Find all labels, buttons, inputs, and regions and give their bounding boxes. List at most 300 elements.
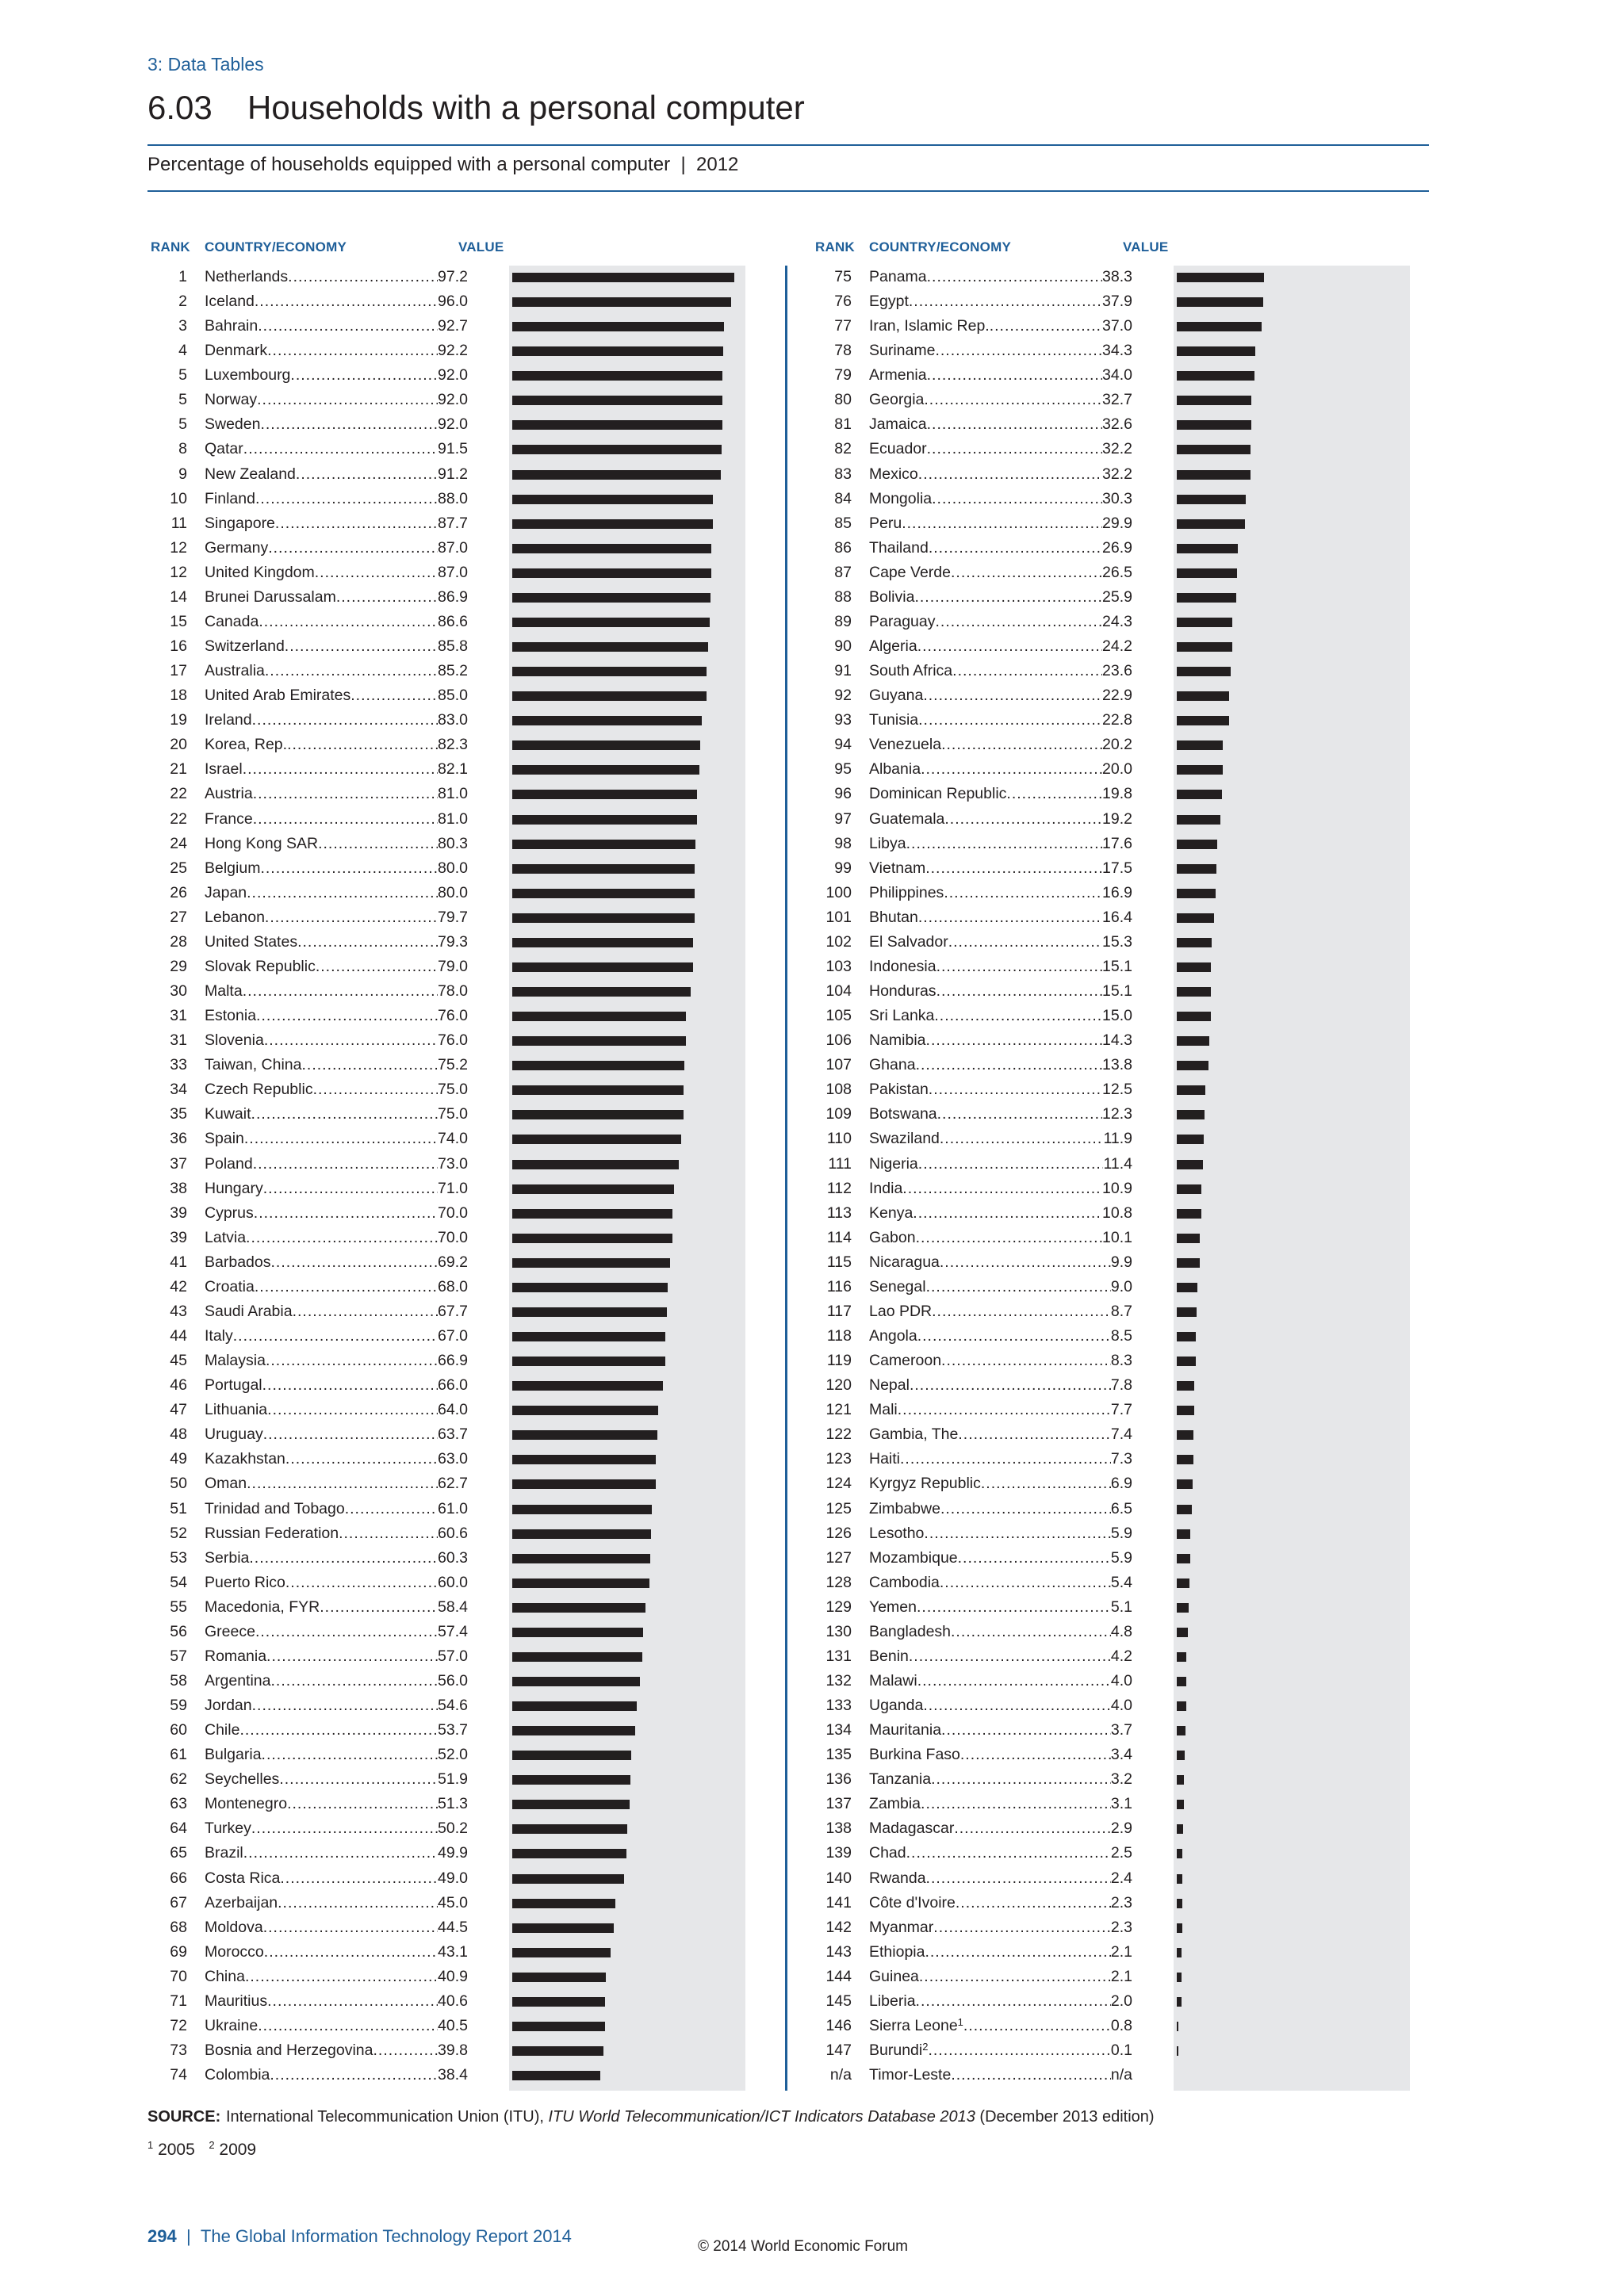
table-row: [147, 1989, 481, 2014]
country-value-cell: [869, 979, 1132, 1004]
table-row: [147, 979, 481, 1004]
table-row: [147, 1743, 481, 1767]
country-value-cell: [205, 683, 468, 708]
table-row: [147, 733, 481, 757]
value-bar: [512, 396, 722, 405]
value-bar: [512, 1751, 631, 1760]
rank-cell: 4: [178, 342, 187, 360]
value-cell: 54.6: [438, 1697, 468, 1715]
country-name: Guinea: [869, 1967, 919, 1985]
rank-cell: 124: [825, 1475, 852, 1493]
value-cell: 92.2: [438, 342, 468, 360]
leader-dots: [951, 2063, 1111, 2087]
leader-dots: [268, 536, 438, 561]
country-value-cell: [869, 1398, 1132, 1422]
value-cell: 57.0: [438, 1647, 468, 1665]
leader-dots: [318, 832, 438, 856]
value-cell: 88.0: [438, 489, 468, 507]
rank-cell: 131: [825, 1647, 852, 1665]
leader-dots: [264, 1028, 438, 1053]
rank-cell: 108: [825, 1081, 852, 1099]
leader-dots: [926, 1275, 1111, 1299]
rank-cell: 11: [170, 514, 187, 532]
leader-dots: [958, 1546, 1111, 1571]
table-row: [812, 1571, 1145, 1595]
country-value-cell: [869, 634, 1132, 659]
country-value-cell: [869, 1644, 1132, 1669]
table-row: [812, 979, 1145, 1004]
value-bar: [1177, 1209, 1201, 1219]
value-cell: 9.9: [1110, 1253, 1132, 1271]
country-name: Poland: [205, 1154, 253, 1173]
country-value-cell: [869, 265, 1132, 289]
value-cell: 8.3: [1110, 1352, 1132, 1370]
leader-dots: [243, 437, 438, 461]
country-name: Denmark: [205, 342, 268, 360]
value-cell: 85.0: [438, 687, 468, 705]
value-cell: 15.1: [1102, 957, 1132, 975]
value-bar: [512, 593, 710, 603]
leader-dots: [255, 1620, 438, 1644]
value-bar: [1177, 1578, 1189, 1588]
country-name: Indonesia: [869, 957, 936, 975]
value-bar: [1177, 1677, 1186, 1686]
leader-dots: [336, 585, 438, 610]
rank-cell: 134: [825, 1721, 852, 1739]
country-name: Ecuador: [869, 440, 927, 458]
value-bar: [1177, 445, 1251, 454]
leader-dots: [278, 1891, 438, 1915]
country-name: Tunisia: [869, 711, 919, 729]
table-row: [147, 1866, 481, 1891]
country-name: Czech Republic: [205, 1081, 313, 1099]
country-name: Oman: [205, 1475, 247, 1493]
table-row: [812, 536, 1145, 561]
rank-cell: 17: [170, 662, 187, 680]
country-value-cell: [205, 561, 468, 585]
table-row: [147, 412, 481, 437]
rank-cell: 81: [834, 415, 852, 434]
value-cell: 23.6: [1102, 662, 1132, 680]
value-cell: 3.4: [1110, 1746, 1132, 1764]
value-bar: [512, 1652, 642, 1662]
rank-cell: 99: [834, 859, 852, 877]
value-bar: [1177, 1110, 1205, 1119]
value-cell: 10.8: [1102, 1203, 1132, 1222]
rank-cell: 47: [170, 1401, 187, 1419]
country-name: Mexico: [869, 465, 918, 483]
country-name: Malta: [205, 982, 243, 1001]
country-value-cell: [869, 2063, 1132, 2087]
value-bar: [512, 1505, 652, 1514]
value-bar: [1177, 765, 1223, 775]
value-bar: [1177, 1529, 1190, 1539]
value-cell: 92.0: [438, 415, 468, 434]
leader-dots: [266, 1349, 438, 1373]
country-name: Suriname: [869, 342, 936, 360]
value-bar: [1177, 913, 1214, 923]
country-name: Liberia: [869, 1992, 916, 2010]
country-value-cell: [205, 1275, 468, 1299]
table-row: [812, 708, 1145, 733]
rank-cell: 39: [170, 1203, 187, 1222]
country-value-cell: [869, 881, 1132, 905]
rank-cell: 54: [170, 1573, 187, 1591]
country-value-cell: [869, 683, 1132, 708]
leader-dots: [251, 1102, 439, 1127]
value-bar: [1177, 1332, 1196, 1341]
table-row: [812, 1373, 1145, 1398]
country-name: Colombia: [205, 2066, 270, 2084]
value-cell: 24.2: [1102, 637, 1132, 656]
value-cell: 7.4: [1110, 1425, 1132, 1444]
country-value-cell: [205, 1447, 468, 1471]
country-value-cell: [205, 856, 468, 881]
country-value-cell: [869, 1546, 1132, 1571]
table-row: [147, 1792, 481, 1816]
leader-dots: [243, 757, 438, 782]
country-name: Botswana: [869, 1105, 937, 1123]
table-row: [812, 1940, 1145, 1965]
value-bar: [512, 1381, 663, 1391]
country-name: Germany: [205, 538, 269, 557]
leader-dots: [301, 1053, 438, 1077]
value-bar: [512, 495, 713, 504]
country-name: Senegal: [869, 1277, 926, 1295]
leader-dots: [919, 1965, 1111, 1989]
value-cell: 2.3: [1110, 1918, 1132, 1936]
rank-cell: 96: [834, 785, 852, 803]
country-value-cell: [205, 1177, 468, 1201]
country-name: Mongolia: [869, 489, 933, 507]
country-name: United Kingdom: [205, 563, 315, 581]
rank-cell: 129: [825, 1598, 852, 1616]
country-value-cell: [869, 437, 1132, 461]
country-name: Uruguay: [205, 1425, 263, 1444]
table-row: [812, 1497, 1145, 1521]
value-bar: [1177, 1184, 1201, 1194]
bar-panel-right: [1174, 266, 1410, 2091]
value-bar: [1177, 1036, 1209, 1046]
value-cell: 25.9: [1102, 587, 1132, 606]
leader-dots: [296, 462, 438, 487]
table-row: [147, 807, 481, 832]
leader-dots: [944, 881, 1102, 905]
leader-dots: [941, 733, 1102, 757]
country-name: Benin: [869, 1647, 909, 1665]
value-bar: [512, 445, 722, 454]
table-row: [812, 659, 1145, 683]
country-value-cell: [869, 1102, 1132, 1127]
value-cell: 2.3: [1110, 1893, 1132, 1911]
country-value-cell: [205, 363, 468, 388]
rank-cell: 42: [170, 1277, 187, 1295]
value-bar: [1177, 1652, 1186, 1662]
value-cell: 29.9: [1102, 514, 1132, 532]
value-bar: [512, 1529, 651, 1539]
value-bar: [512, 1085, 684, 1095]
leader-dots: [262, 1373, 438, 1398]
value-cell: 15.1: [1102, 982, 1132, 1001]
country-value-cell: [869, 1792, 1132, 1816]
country-name: Hungary: [205, 1179, 263, 1197]
table-row: [812, 1471, 1145, 1496]
table-row: [147, 487, 481, 511]
value-bar: [1177, 1381, 1194, 1391]
country-value-cell: [205, 585, 468, 610]
country-name: Romania: [205, 1647, 267, 1665]
value-bar: [512, 420, 722, 430]
leader-dots: [914, 585, 1102, 610]
rank-cell: 145: [825, 1992, 852, 2010]
country-value-cell: [869, 1226, 1132, 1250]
country-value-cell: [205, 2038, 468, 2063]
country-value-cell: [869, 1152, 1132, 1177]
table-row: [812, 1201, 1145, 1226]
leader-dots: [255, 487, 438, 511]
value-cell: 32.2: [1102, 465, 1132, 483]
country-value-cell: [205, 1053, 468, 1077]
table-row: [812, 856, 1145, 881]
country-name: Ethiopia: [869, 1942, 925, 1961]
value-bar: [512, 2022, 605, 2031]
table-row: [812, 757, 1145, 782]
country-value-cell: [205, 462, 468, 487]
leader-dots: [932, 1299, 1111, 1324]
value-bar: [1177, 987, 1211, 997]
table-row: [147, 314, 481, 339]
country-value-cell: [205, 1127, 468, 1151]
value-cell: 75.0: [438, 1081, 468, 1099]
table-row: [147, 1053, 481, 1077]
table-row: [812, 1152, 1145, 1177]
rank-cell: 14: [170, 587, 187, 606]
value-bar: [1177, 593, 1236, 603]
country-name: United States: [205, 932, 298, 951]
country-name: Moldova: [205, 1918, 263, 1936]
country-name: Mozambique: [869, 1548, 958, 1567]
country-value-cell: [869, 1620, 1132, 1644]
rank-cell: 18: [170, 687, 187, 705]
leader-dots: [373, 2038, 438, 2063]
value-bar: [512, 864, 695, 874]
country-name: Slovenia: [205, 1031, 264, 1050]
table-row: [147, 1447, 481, 1471]
country-name: Portugal: [205, 1376, 262, 1395]
rank-cell: 48: [170, 1425, 187, 1444]
value-cell: 2.5: [1110, 1844, 1132, 1862]
table-row: [812, 1127, 1145, 1151]
table-row: [147, 1718, 481, 1743]
rank-cell: 146: [825, 2016, 852, 2034]
source-note: [147, 2108, 1155, 2126]
table-row: [812, 955, 1145, 979]
rank-cell: 132: [825, 1671, 852, 1689]
rank-cell: 68: [170, 1918, 187, 1936]
country-name: Sweden: [205, 415, 261, 434]
rank-cell: 46: [170, 1376, 187, 1395]
country-name: Brunei Darussalam: [205, 587, 336, 606]
rank-cell: 85: [834, 514, 852, 532]
rank-cell: 5: [178, 415, 187, 434]
value-bar: [512, 1849, 626, 1858]
value-bar: [512, 1135, 681, 1144]
country-name: Lebanon: [205, 908, 265, 926]
table-row: [147, 339, 481, 363]
leader-dots: [909, 289, 1102, 314]
country-name: Iceland: [205, 293, 255, 311]
leader-dots: [279, 1767, 438, 1792]
leader-dots: [244, 1127, 438, 1151]
leader-dots: [923, 1693, 1111, 1718]
country-name: Georgia: [869, 391, 925, 409]
leader-dots: [918, 462, 1102, 487]
value-cell: 8.5: [1110, 1327, 1132, 1345]
country-value-cell: [205, 1792, 468, 1816]
table-row: [812, 1422, 1145, 1447]
table-row: [812, 610, 1145, 634]
value-bar: [512, 568, 711, 578]
table-row: [147, 1250, 481, 1275]
country-value-cell: [869, 1497, 1132, 1521]
table-row: [147, 363, 481, 388]
value-cell: 40.9: [438, 1967, 468, 1985]
rank-cell: 115: [826, 1253, 852, 1271]
value-cell: 13.8: [1102, 1056, 1132, 1074]
leader-dots: [923, 683, 1102, 708]
country-value-cell: [869, 930, 1132, 955]
country-name: Iran, Islamic Rep.: [869, 317, 990, 335]
table-row: [812, 832, 1145, 856]
value-cell: 51.9: [438, 1770, 468, 1789]
table-row: [147, 1497, 481, 1521]
country-value-cell: [869, 1767, 1132, 1792]
value-bar: [512, 519, 713, 529]
country-value-cell: [869, 314, 1132, 339]
table-row: [147, 437, 481, 461]
value-cell: 67.0: [438, 1327, 468, 1345]
country-value-cell: [205, 634, 468, 659]
rank-cell: 109: [825, 1105, 852, 1123]
source-database: ITU World Telecommunication/ICT Indicators Database 2013: [548, 2108, 975, 2126]
leader-dots: [252, 708, 438, 733]
rank-cell: 58: [170, 1671, 187, 1689]
country-name: Libya: [869, 834, 906, 852]
value-cell: 2.0: [1110, 1992, 1132, 2010]
leader-dots: [320, 1595, 438, 1620]
value-bar: [1177, 1406, 1194, 1415]
value-cell: 26.5: [1102, 563, 1132, 581]
value-bar: [1177, 1775, 1184, 1785]
value-bar: [512, 470, 721, 480]
value-cell: 37.0: [1102, 317, 1132, 335]
value-bar: [512, 1332, 665, 1341]
value-bar: [1177, 371, 1254, 381]
value-cell: 8.7: [1110, 1302, 1132, 1320]
value-bar: [512, 1874, 624, 1884]
value-cell: 0.1: [1110, 2042, 1132, 2060]
rank-cell: 3: [178, 317, 187, 335]
country-name: Sri Lanka: [869, 1007, 935, 1025]
rank-cell: 31: [170, 1007, 187, 1025]
country-value-cell: [869, 1177, 1132, 1201]
rank-cell: 31: [170, 1031, 187, 1050]
country-value-cell: [869, 1718, 1132, 1743]
leader-dots: [253, 807, 438, 832]
value-bar: [512, 1406, 658, 1415]
leader-dots: [265, 659, 438, 683]
leader-dots: [285, 1571, 438, 1595]
table-row: [812, 2063, 1145, 2087]
value-bar: [512, 1899, 615, 1908]
rank-cell: 24: [170, 834, 187, 852]
country-name: Belgium: [205, 859, 261, 877]
country-value-cell: [205, 1891, 468, 1915]
country-name: Australia: [205, 662, 265, 680]
country-name: Israel: [205, 760, 243, 779]
value-bar: [512, 815, 697, 825]
country-value-cell: [205, 1373, 468, 1398]
value-cell: 15.3: [1102, 932, 1132, 951]
country-value-cell: [869, 1841, 1132, 1866]
country-name: Nepal: [869, 1376, 910, 1395]
value-cell: 91.2: [438, 465, 468, 483]
value-bar: [1177, 618, 1232, 627]
value-bar: [1177, 470, 1251, 480]
table-row: [812, 1989, 1145, 2014]
country-name: Nicaragua: [869, 1253, 940, 1271]
country-name: Uganda: [869, 1697, 924, 1715]
value-cell: 34.0: [1102, 366, 1132, 385]
leader-dots: [266, 1644, 438, 1669]
leader-dots: [251, 1816, 438, 1841]
leader-dots: [935, 339, 1102, 363]
value-bar: [512, 322, 724, 331]
rank-cell: 52: [170, 1524, 187, 1542]
value-bar: [512, 1209, 672, 1219]
table-row: [147, 856, 481, 881]
value-bar: [512, 1578, 649, 1588]
country-name: Turkey: [205, 1820, 251, 1838]
rank-cell: 127: [825, 1548, 852, 1567]
rank-cell: 39: [170, 1228, 187, 1246]
value-bar: [1177, 297, 1263, 307]
table-row: [812, 2014, 1145, 2038]
leader-dots: [931, 1767, 1111, 1792]
country-name: Canada: [205, 612, 259, 630]
value-bar: [1177, 1628, 1188, 1637]
value-cell: 57.4: [438, 1622, 468, 1640]
value-bar: [1177, 1283, 1197, 1292]
title-rule: [147, 144, 1429, 146]
leader-dots: [270, 1669, 438, 1693]
country-value-cell: [205, 511, 468, 536]
value-bar: [1177, 1505, 1192, 1514]
value-bar: [1177, 1430, 1193, 1440]
leader-dots: [280, 1866, 438, 1891]
country-value-cell: [205, 659, 468, 683]
value-bar: [512, 790, 697, 799]
rank-cell: 28: [170, 932, 187, 951]
country-name: Slovak Republic: [205, 957, 316, 975]
leader-dots: [960, 1743, 1111, 1767]
leader-dots: [951, 1620, 1111, 1644]
rank-cell: 98: [834, 834, 852, 852]
value-bar: [1177, 322, 1262, 331]
value-bar: [512, 889, 695, 898]
value-bar: [512, 1800, 630, 1809]
country-name: Kenya: [869, 1203, 914, 1222]
